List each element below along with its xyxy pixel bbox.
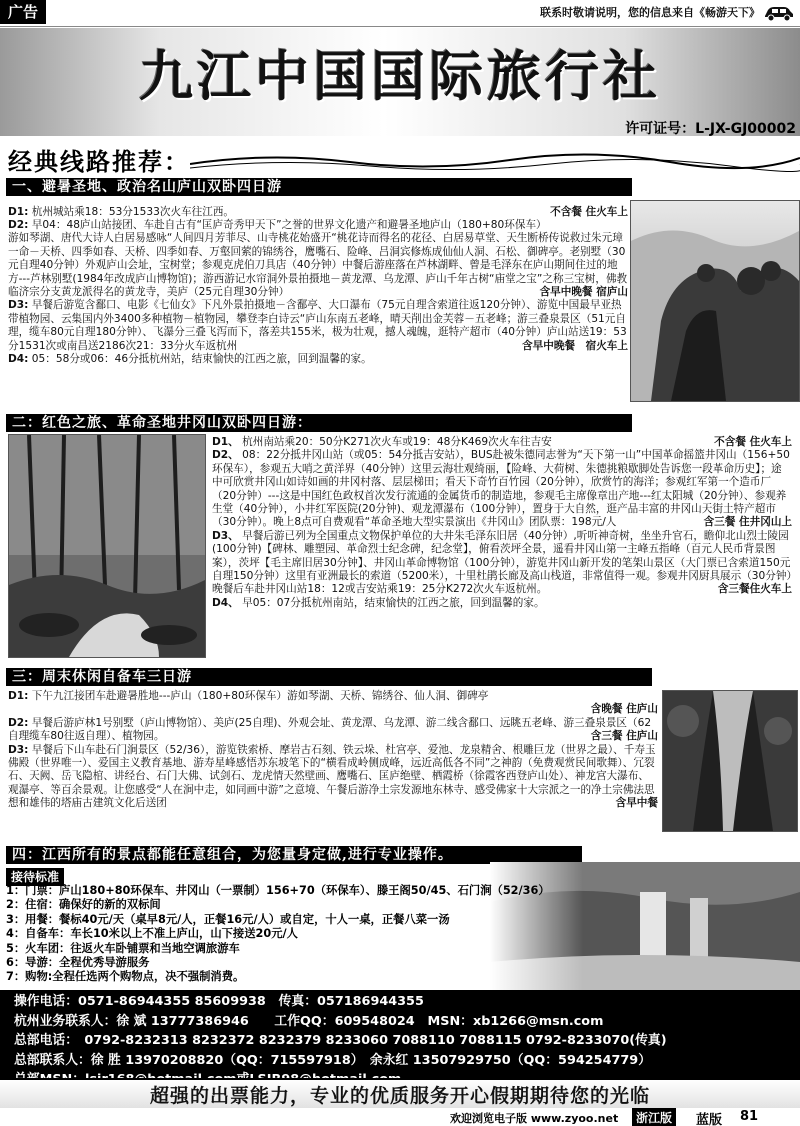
route-2-day-3 [212, 530, 792, 597]
route-2-day-2 [212, 449, 792, 529]
car-icon [762, 2, 796, 22]
day-label: D3: [8, 743, 29, 756]
day-text: 05：58分或06：46分抵杭州站，结束愉快的江西之旅，回到温馨的家。 [31, 353, 372, 366]
meal-note: 含三餐住火车上 [717, 583, 792, 596]
meal-note: 含早中晚餐 宿火车上 [522, 339, 628, 352]
day-label: D2: [8, 716, 29, 729]
day-text: 早餐后下山车赴石门涧景区（52/36），游览铁索桥、摩岩古石刻、铁云垛、杜宫亭、爱池、龙泉精舍、根雕巨龙（世界之最）、千寿玉佛殿（世界唯一）、爱国主义教育基地、游寿星峰感悟苏东坡笔下的“横看成岭侧成峰，远近高低各不同”之神韵（免费观赏民间歌舞）、冗裂石、天阙、岳飞隐棺、讲经台、石门大佛、试剑石、龙虎情天然壁画、鹰嘴石、匡庐绝壁、栖霞桥（徐霞客西登庐山处）、神龙宫大瀑布、观瀑亭、等百余景观。让您感受“人在涧中走，如同画中游”之意境、午餐后游净土宗发源地东林寺、感受佛家十大宗派之一的净土宗佛法思想和雄伟的塔庙古建筑文化后送团 [8, 743, 656, 810]
day-text: 杭州南站乘20：50分K271次火车或19：48分K469次火车往吉安 [242, 436, 552, 448]
route-1-day-4 [8, 353, 628, 366]
day-label: D3、 [212, 529, 239, 542]
standard-item: 5：火车团：往返火车卧铺票和当地空调旅游车 [6, 941, 240, 955]
standard-item: 1：门票：庐山180+80环保车、井冈山（一票制）156+70（环保车）、滕王阁50/45、石门涧（52/36） [6, 884, 550, 897]
day-text: 早餐后游已列为全国重点文物保护单位的大井朱毛泽东旧居（40分钟）,听听神奇树，坐坐升官石，瞻仰北山烈士陵园(100分钟)【碑林、雕塑园、革命烈士纪念碑，纪念堂】，俯看茨坪全景，遥看井冈山第一主峰五指峰（百元人民币背景图案），茨坪【毛主席旧居30分钟】、井冈山革命博物馆（100分钟），游览井冈山新开发的笔架山景区（大门票已含索道150元自理150分钟）这里有亚洲最长的索道（5200米），十里杜鹃长廊及高山栈道，非常值得一观。参观井冈厨具展示（30分钟）晚餐后车赴井冈山站18：12或吉安站乘19：25分K272次火车返杭州。 [212, 529, 792, 596]
standard-item: 4：自备车：车长10米以上不准上庐山，山下接送20元/人 [6, 927, 298, 941]
footer-edition: 浙江版 [632, 1108, 676, 1126]
day-label: D1、 [212, 436, 239, 448]
meal-note: 含三餐 住井冈山上 [703, 516, 792, 529]
meal-note: 含晚餐 住庐山 [590, 703, 658, 716]
day-label: D1: [8, 206, 29, 218]
meal-note: 含早中晚餐 宿庐山 [539, 286, 628, 299]
operation-phone: 操作电话：0571-86944355 85609938 传真：057186944355 [14, 994, 424, 1009]
jinggangshan-forest-photo [8, 434, 206, 658]
standard-item: 6：导游：全程优秀导游服务 [6, 956, 150, 970]
footer-site: 欢迎浏览电子版 www.zyoo.net [450, 1112, 619, 1125]
route-4-banner: 四：江西所有的景点都能任意组合，为您量身定做,进行专业操作。 [6, 846, 582, 864]
route-2-itinerary [212, 436, 792, 610]
route-1-itinerary [8, 206, 628, 366]
route-3-itinerary [8, 690, 658, 811]
standard-item: 7：购物:全程任选两个购物点，决不强制消费。 [6, 970, 245, 984]
route-3-day-2 [8, 717, 658, 744]
meal-note: 不含餐 住火车上 [714, 436, 792, 448]
source-notice: 联系时敬请说明，您的信息来自《畅游天下》 [540, 6, 760, 19]
lushan-cliff-photo [630, 200, 800, 402]
route-1-day-1 [8, 206, 628, 219]
route-3-day-3 [8, 744, 658, 811]
decorative-swirl [190, 150, 800, 172]
reception-standards-list [6, 884, 626, 985]
day-label: D4: [8, 353, 29, 366]
slogan: 超强的出票能力，专业的优质服务开心假期期待您的光临 [149, 1085, 650, 1107]
day-label: D2: [8, 219, 29, 231]
standard-item: 2：住宿：确保好的新的双标间 [6, 898, 161, 912]
day-label: D2、 [212, 449, 239, 462]
day-text: 早04：48庐山站接团、车赴自古有“匡庐奇秀甲天下”之誉的世界文化遗产和避暑圣地庐山（180+80环保车）游如琴湖、唐代大诗人白居易感咏“人间四月芳菲尽、山寺桃花始盛开“桃花诗而得名的花径、白居易草堂、天生断桥传说救过朱元璋一命－天桥、四季如春、天桥、四季如春、万壑回萦的锦绣谷，鹰嘴石、险峰、吕洞宾修炼成仙仙人洞、石松、御碑亭。老别墅（30元自理40分钟）外观庐山会址，宝树堂；参观克虎伯刀具店（40分钟）中餐后游座落在芦林湖畔、曾是毛泽东在庐山期间住过的地方---芦林别墅(1984年改成庐山博物馆)；游西游记水帘洞外景拍摄地－黄龙潭、乌龙潭、庐山千年古树“庙堂之宝”之称三宝树，佛教临济宗分支黄龙派得名的黄龙寺，美庐（25元自理30分钟） [8, 219, 628, 299]
route-2-day-4 [212, 597, 792, 610]
license-number: 许可证号：L-JX-GJ00002 [625, 121, 796, 137]
footer [0, 1108, 800, 1126]
route-3-day-1 [8, 690, 658, 717]
contact-lines [14, 992, 794, 1090]
day-text: 早餐后游览含鄱口、电影《七仙女》下凡外景拍摄地－含鄱亭、大口瀑布（75元自理含索道往返120分钟）、游览中国最早亚热带植物园、云集国内外3400多种植物－植物园，攀登李白诗云“庐山东南五老峰，晴天削出金芙蓉－五老峰；游三叠泉景区（51元自理，缆车80元自理180分钟）、飞瀑分三叠飞泻而下，落差共155米，极为壮观，撼人魂魄，逛特产超市（40分钟）庐山站送19：53分1531次或南昌送2186次21：33分火车返杭州 [8, 299, 627, 352]
shimenjian-gorge-photo [662, 690, 798, 832]
route-1-day-3 [8, 299, 628, 353]
meal-note: 不含餐 住火车上 [550, 206, 628, 218]
route-3-banner: 三：周末休闲自备车三日游 [6, 668, 652, 686]
page-number: 81 [740, 1109, 759, 1124]
ad-tag: 广告 [0, 0, 46, 24]
route-1-day-2 [8, 219, 628, 299]
route-2-banner: 二：红色之旅、革命圣地井冈山双卧四日游： [6, 414, 632, 432]
meal-note: 含早中餐 [615, 797, 658, 810]
standard-item: 3：用餐：餐标40元/天（桌早8元/人，正餐16元/人）或自定，十人一桌，正餐八菜一汤 [6, 912, 450, 926]
footer-color: 蓝版 [696, 1113, 723, 1126]
route-2-day-1 [212, 436, 792, 449]
meal-note: 含三餐 住庐山 [590, 730, 658, 743]
route-1-banner: 一、避暑圣地、政治名山庐山双卧四日游 [6, 178, 632, 196]
hq-contact: 总部联系人：徐 胜 13970208820（QQ：715597918） 余永红 13507929750（QQ：594254779） [14, 1052, 651, 1068]
day-text: 杭州城站乘18：53分1533次火车往江西。 [31, 206, 235, 218]
hq-phone: 总部电话： 0792-8232313 8232372 8232379 8233060 7088110 7088115 0792-8233070(传真) [14, 1033, 667, 1049]
day-label: D1: [8, 690, 29, 702]
day-text: 下午九江接团车赴避暑胜地---庐山（180+80环保车）游如琴湖、天桥、锦绣谷、仙人洞、御碑亭 [31, 690, 489, 702]
day-text: 早05：07分抵杭州南站，结束愉快的江西之旅，回到温馨的家。 [242, 596, 545, 609]
day-label: D3: [8, 299, 29, 312]
day-text: 08：22分抵井冈山站（或05：54分抵吉安站），BUS赴被朱德同志誉为“天下第一山”中国革命摇篮井冈山（156+50环保车），参观五大哨之黄洋界（40分钟）这里云海壮观绮丽，【险峰、大荷树、朱德挑粮歇脚处告诉您一段革命历史】；途中可欣赏井冈山如诗如画的井冈村落、层层梯田；看天下奇竹百竹园（20分钟），欣赏竹的海洋；参观红军第一个造币厂（20分钟）---这是中国红色政权首次发行流通的金属货币的制造地，参观毛主席像章出产地---红太阳城（20分钟）、参观养生堂（40分钟），小井红军医院(20分钟)、观龙潭瀑布（100分钟），置身于大自然，逛产品丰富的井冈山天街土特产超市（30分钟）。晚上8点可自费观看“革命圣地大型实景演出《井冈山》团队票：198元/人 [212, 449, 790, 529]
section-heading: 经典线路推荐： [8, 147, 190, 176]
reception-standards-label: 接待标准 [6, 868, 64, 886]
agency-title: 九江中国国际旅行社 [139, 45, 661, 108]
day-text: 早餐后游庐林1号别墅（庐山博物馆）、美庐(25自理)、外观会址、黄龙潭、乌龙潭、游二线含鄱口、远眺五老峰、游三叠泉景区（62自理缆车80往返自理）、植物园。 [8, 716, 652, 743]
day-label: D4、 [212, 596, 239, 609]
hangzhou-contact: 杭州业务联系人：徐 斌 13777386946 工作QQ：609548024 MSN：xb1266@msn.com [14, 1013, 604, 1029]
